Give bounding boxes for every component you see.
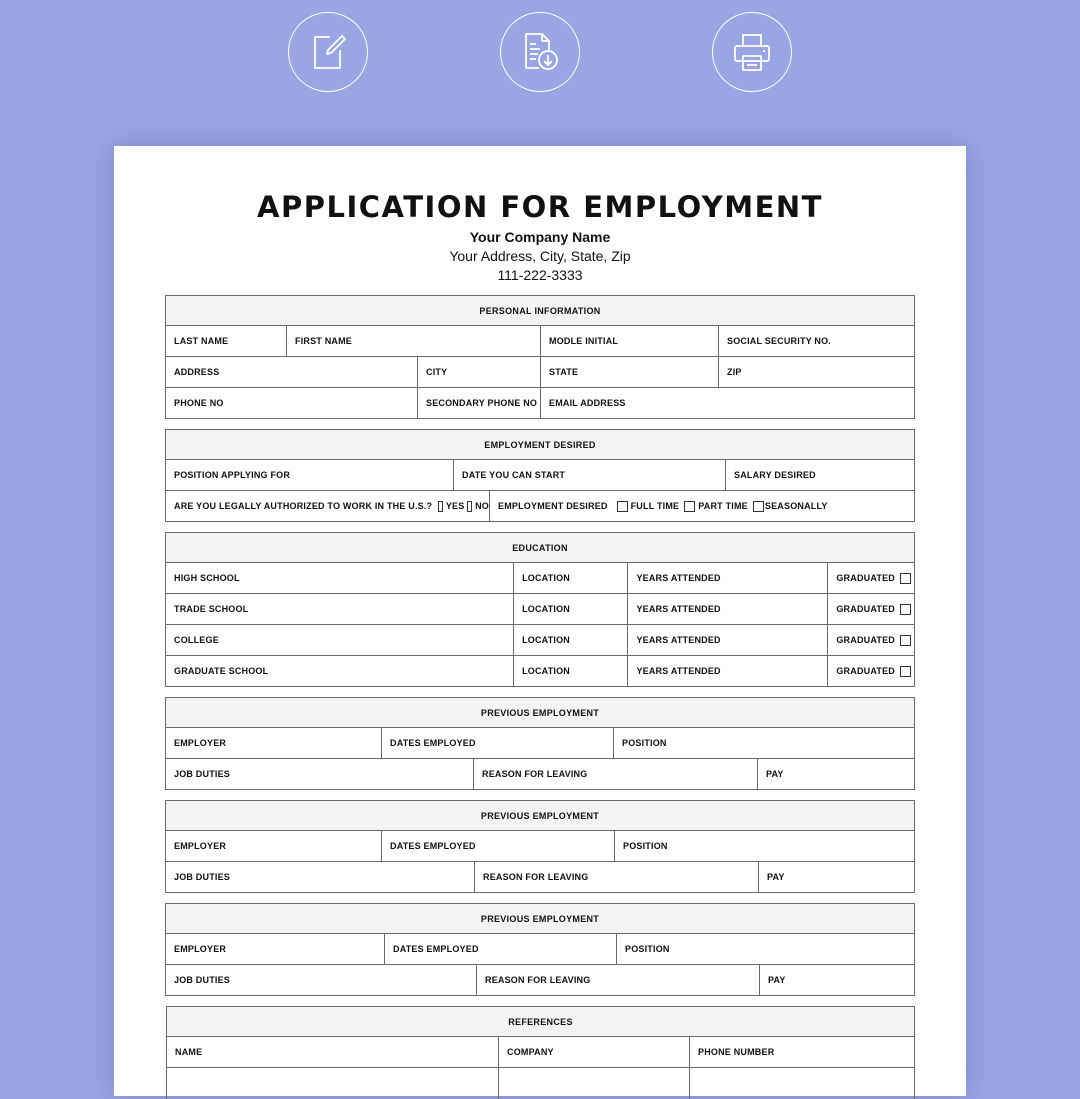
graduated-checkbox[interactable] <box>900 573 911 584</box>
education-row <box>165 625 915 656</box>
pay-field[interactable]: PAY <box>767 872 785 882</box>
reason-for-leaving-field[interactable]: REASON FOR LEAVING <box>475 862 759 892</box>
start-date-field[interactable]: DATE YOU CAN START <box>454 460 726 490</box>
years-attended-field[interactable]: YEARS ATTENDED <box>628 625 828 655</box>
section-header: PREVIOUS EMPLOYMENT <box>165 697 915 728</box>
location-field[interactable]: LOCATION <box>514 594 628 624</box>
form-row <box>166 1037 915 1068</box>
job-duties-field[interactable]: JOB DUTIES <box>166 965 477 995</box>
employment-type-field <box>490 491 914 521</box>
previous-employment-section-2 <box>165 800 915 893</box>
graduated-field <box>828 594 914 624</box>
yes-checkbox[interactable] <box>438 501 443 512</box>
form-row <box>165 388 915 419</box>
work-authorization-field <box>166 491 490 521</box>
position-field[interactable]: POSITION <box>622 738 667 748</box>
edit-button[interactable] <box>288 12 368 92</box>
form-row <box>165 357 915 388</box>
ssn-field[interactable]: SOCIAL SECURITY NO. <box>727 336 831 346</box>
part-time-label: PART TIME <box>698 501 748 511</box>
print-icon <box>730 30 774 74</box>
graduated-checkbox[interactable] <box>900 666 911 677</box>
form-row <box>166 1068 915 1099</box>
location-field[interactable]: LOCATION <box>514 563 628 593</box>
reference-name-cell[interactable] <box>167 1068 499 1099</box>
job-duties-field[interactable]: JOB DUTIES <box>166 759 474 789</box>
section-header: PREVIOUS EMPLOYMENT <box>165 800 915 831</box>
dates-employed-field[interactable]: DATES EMPLOYED <box>385 934 617 964</box>
education-row <box>165 656 915 687</box>
form-row <box>165 728 915 759</box>
previous-employment-section-1 <box>165 697 915 790</box>
previous-employment-section-3 <box>165 903 915 996</box>
college-field[interactable]: COLLEGE <box>166 625 514 655</box>
last-name-field[interactable]: LAST NAME <box>166 326 287 356</box>
form-row <box>165 491 915 522</box>
section-header: EMPLOYMENT DESIRED <box>165 429 915 460</box>
graduated-checkbox[interactable] <box>900 604 911 615</box>
graduated-label: GRADUATED <box>836 604 895 614</box>
graduate-school-field[interactable]: GRADUATE SCHOOL <box>166 656 514 686</box>
city-field[interactable]: CITY <box>418 357 541 387</box>
reason-for-leaving-field[interactable]: REASON FOR LEAVING <box>477 965 760 995</box>
reference-phone-cell[interactable] <box>690 1068 914 1099</box>
yes-label: YES <box>445 501 465 511</box>
employer-field[interactable]: EMPLOYER <box>166 728 382 758</box>
section-header: EDUCATION <box>165 532 915 563</box>
employment-desired-section <box>165 429 915 522</box>
reference-company-field[interactable]: COMPANY <box>499 1037 690 1067</box>
graduated-field <box>828 625 914 655</box>
form-row <box>165 759 915 790</box>
middle-initial-field[interactable]: MODLE INITIAL <box>541 326 719 356</box>
employer-field[interactable]: EMPLOYER <box>166 934 385 964</box>
form-row <box>165 326 915 357</box>
seasonally-label: SEASONALLY <box>764 501 828 511</box>
section-header: PERSONAL INFORMATION <box>165 295 915 326</box>
location-field[interactable]: LOCATION <box>514 625 628 655</box>
pay-field[interactable]: PAY <box>768 975 786 985</box>
trade-school-field[interactable]: TRADE SCHOOL <box>166 594 514 624</box>
position-field[interactable]: POSITION <box>625 944 670 954</box>
form-title: APPLICATION FOR EMPLOYMENT <box>257 190 823 224</box>
print-button[interactable] <box>712 12 792 92</box>
no-label: NO <box>475 501 489 511</box>
graduated-checkbox[interactable] <box>900 635 911 646</box>
graduated-field <box>828 656 914 686</box>
phone-field[interactable]: PHONE NO <box>166 388 418 418</box>
state-field[interactable]: STATE <box>541 357 719 387</box>
location-field[interactable]: LOCATION <box>514 656 628 686</box>
form-row <box>165 934 915 965</box>
reference-company-cell[interactable] <box>499 1068 690 1099</box>
reference-phone-field[interactable]: PHONE NUMBER <box>698 1047 775 1057</box>
reason-for-leaving-field[interactable]: REASON FOR LEAVING <box>474 759 758 789</box>
graduated-field <box>828 563 914 593</box>
part-time-checkbox[interactable] <box>684 501 695 512</box>
download-document-button[interactable] <box>500 12 580 92</box>
personal-information-section <box>165 295 915 419</box>
form-row <box>165 831 915 862</box>
employment-type-label: EMPLOYMENT DESIRED <box>498 501 608 511</box>
form-row <box>165 460 915 491</box>
section-header: REFERENCES <box>166 1006 915 1037</box>
seasonally-checkbox[interactable] <box>753 501 764 512</box>
references-section <box>166 1006 915 1099</box>
years-attended-field[interactable]: YEARS ATTENDED <box>628 656 828 686</box>
form-row <box>165 965 915 996</box>
years-attended-field[interactable]: YEARS ATTENDED <box>628 563 828 593</box>
education-section <box>165 532 915 687</box>
graduated-label: GRADUATED <box>836 666 895 676</box>
full-time-label: FULL TIME <box>630 501 680 511</box>
employer-field[interactable]: EMPLOYER <box>166 831 382 861</box>
section-header: PREVIOUS EMPLOYMENT <box>165 903 915 934</box>
dates-employed-field[interactable]: DATES EMPLOYED <box>382 728 614 758</box>
pay-field[interactable]: PAY <box>766 769 784 779</box>
position-field[interactable]: POSITION APPLYING FOR <box>166 460 454 490</box>
years-attended-field[interactable]: YEARS ATTENDED <box>628 594 828 624</box>
form-row <box>165 862 915 893</box>
job-duties-field[interactable]: JOB DUTIES <box>166 862 475 892</box>
education-row <box>165 594 915 625</box>
no-checkbox[interactable] <box>467 501 472 512</box>
position-field[interactable]: POSITION <box>623 841 668 851</box>
zip-field[interactable]: ZIP <box>727 367 742 377</box>
graduated-label: GRADUATED <box>836 573 895 583</box>
salary-field[interactable]: SALARY DESIRED <box>734 470 816 480</box>
address-field[interactable]: ADDRESS <box>166 357 418 387</box>
company-address: Your Address, City, State, Zip <box>449 248 631 264</box>
graduated-label: GRADUATED <box>836 635 895 645</box>
edit-icon <box>306 30 350 74</box>
authorization-question: ARE YOU LEGALLY AUTHORIZED TO WORK IN THE U.S.? <box>174 501 433 511</box>
dates-employed-field[interactable]: DATES EMPLOYED <box>382 831 615 861</box>
high-school-field[interactable]: HIGH SCHOOL <box>166 563 514 593</box>
secondary-phone-field[interactable]: SECONDARY PHONE NO <box>418 388 541 418</box>
reference-name-field[interactable]: NAME <box>167 1037 499 1067</box>
company-phone: 111-222-3333 <box>497 267 583 283</box>
education-row <box>165 563 915 594</box>
full-time-checkbox[interactable] <box>617 501 628 512</box>
download-document-icon <box>518 30 562 74</box>
first-name-field[interactable]: FIRST NAME <box>287 326 541 356</box>
email-field[interactable]: EMAIL ADDRESS <box>549 398 626 408</box>
company-name: Your Company Name <box>469 229 611 245</box>
